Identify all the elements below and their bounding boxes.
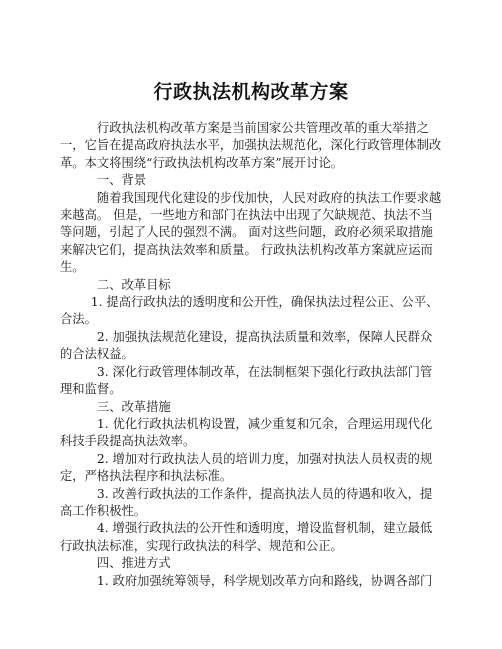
section-heading: 一、背景 <box>96 173 147 188</box>
list-item: 1. 提高行政执法的透明度和公开性，确保执法过程公正、公平、合法。 <box>60 295 439 327</box>
list-item: 4. 增强行政执法的公开性和透明度，增设监督机制，建立最低行政执法标准，实现行政执法的科学、规范和公正。 <box>60 521 433 553</box>
list-item: 2. 增加对行政执法人员的培训力度，加强对执法人员权责的规定，严格执法程序和执法标准。 <box>60 451 433 484</box>
section-heading: 三、改革措施 <box>96 399 171 414</box>
list-item: 1. 政府加强统筹领导，科学规划改革方向和路线，协调各部门 <box>96 573 433 588</box>
list-item: 3. 改善行政执法的工作条件，提高执法人员的待遇和收入，提高工作积极性。 <box>60 486 433 518</box>
section-heading: 二、改革目标 <box>96 277 171 292</box>
section-heading: 四、推进方式 <box>96 556 171 571</box>
section-paragraph: 随着我国现代化建设的步伐加快，人民对政府的执法工作要求越来越高。 但是，一些地方和部门在执法中出现了欠缺规范、执法不当等问题，引起了人民的强烈不满。 面对这些问题，政府必须采取措施来解决它们，提高执法效率和质量。 行政执法机构改革方案就应运而生。 <box>60 190 442 275</box>
list-item: 2. 加强执法规范化建设，提高执法质量和效率，保障人民群众的合法权益。 <box>60 329 433 362</box>
list-item: 1. 优化行政执法机构设置，减少重复和冗余，合理运用现代化科技手段提高执法效率。 <box>60 416 433 449</box>
document-title: 行政执法机构改革方案 <box>153 81 349 103</box>
document-body <box>60 120 444 590</box>
intro-paragraph: 行政执法机构改革方案是当前国家公共管理改革的重大举措之一，它旨在提高政府执法水平，加强执法规范化，深化行政管理体制改革。本文将围绕“行政执法机构改革方案”展开讨论。 <box>60 121 442 170</box>
list-item: 3. 深化行政管理体制改革，在法制框架下强化行政执法部门管理和监督。 <box>60 364 433 397</box>
